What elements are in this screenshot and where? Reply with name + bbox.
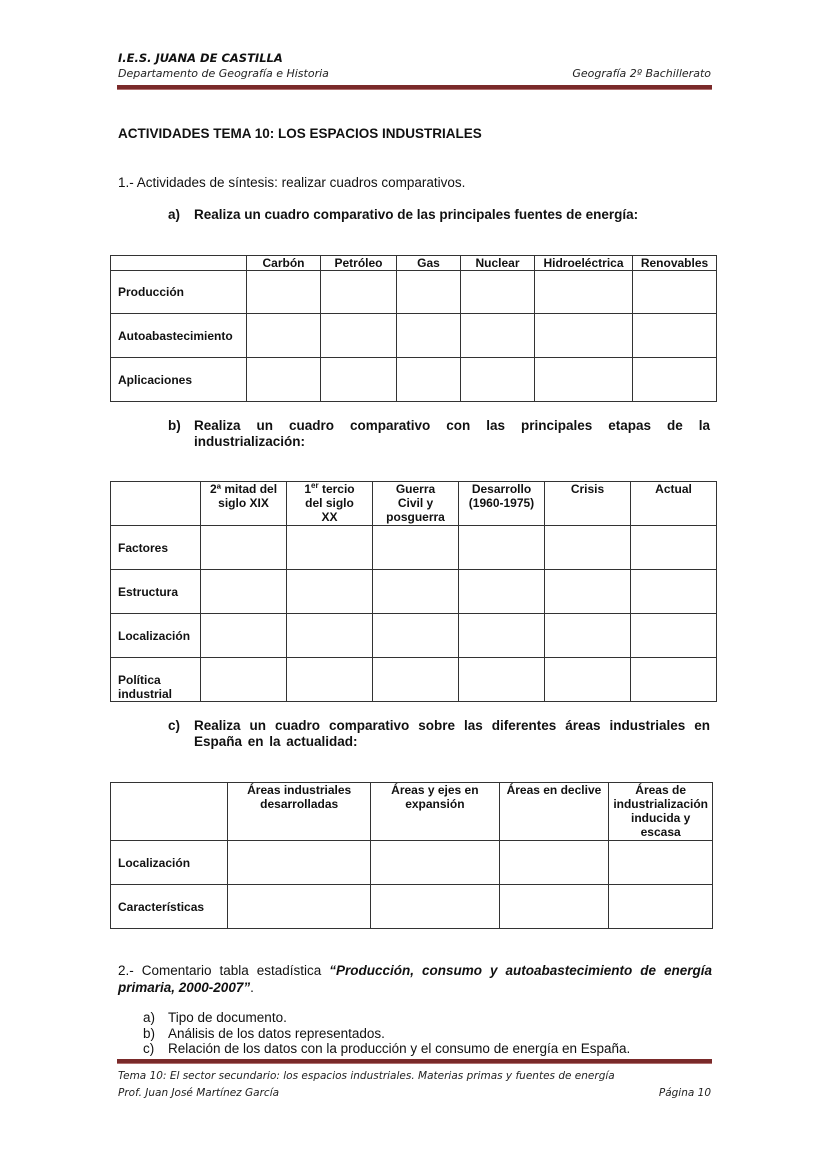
table-cell[interactable] bbox=[631, 526, 717, 570]
table-row bbox=[111, 658, 717, 702]
energy-sources-table bbox=[110, 255, 717, 402]
table-b-col-siglo-xx: 1er tercio del siglo XX bbox=[287, 482, 373, 526]
table-cell[interactable] bbox=[499, 885, 609, 929]
section2-list bbox=[143, 1010, 630, 1057]
table-c-row-caracteristicas: Características bbox=[111, 885, 228, 929]
table-cell[interactable] bbox=[228, 885, 371, 929]
table-cell[interactable] bbox=[397, 314, 461, 358]
table-c-col-declive: Áreas en declive bbox=[499, 783, 609, 841]
table-a-corner bbox=[111, 256, 247, 271]
table-cell[interactable] bbox=[201, 614, 287, 658]
table-cell[interactable] bbox=[535, 358, 633, 402]
table-a-row-aplicaciones: Aplicaciones bbox=[111, 358, 247, 402]
table-a-col-nuclear: Nuclear bbox=[461, 256, 535, 271]
table-row bbox=[111, 314, 717, 358]
table-cell[interactable] bbox=[633, 271, 717, 314]
table-cell[interactable] bbox=[201, 526, 287, 570]
item-a-marker: a) bbox=[168, 207, 181, 222]
table-cell[interactable] bbox=[499, 841, 609, 885]
page-number: Página 10 bbox=[658, 1087, 711, 1099]
item-b-text: Realiza un cuadro comparativo con las principales etapas de la industrialización: bbox=[194, 418, 710, 449]
table-cell[interactable] bbox=[373, 526, 459, 570]
table-cell[interactable] bbox=[397, 271, 461, 314]
subject-name: Geografía 2º Bachillerato bbox=[572, 67, 711, 80]
table-b-col-actual: Actual bbox=[631, 482, 717, 526]
table-cell[interactable] bbox=[371, 885, 499, 929]
table-cell[interactable] bbox=[321, 271, 397, 314]
industrial-areas-table bbox=[110, 782, 713, 929]
school-name: I.E.S. JUANA DE CASTILLA bbox=[118, 51, 283, 65]
table-cell[interactable] bbox=[535, 314, 633, 358]
table-row bbox=[111, 885, 713, 929]
table-cell[interactable] bbox=[459, 658, 545, 702]
table-a-col-petroleo: Petróleo bbox=[321, 256, 397, 271]
table-c-col-expansion: Áreas y ejes en expansión bbox=[371, 783, 499, 841]
table-a-row-produccion: Producción bbox=[111, 271, 247, 314]
item-a-text: Realiza un cuadro comparativo de las principales fuentes de energía: bbox=[194, 207, 639, 222]
table-cell[interactable] bbox=[287, 570, 373, 614]
table-c-corner bbox=[111, 783, 228, 841]
table-row bbox=[111, 570, 717, 614]
table-a-col-gas: Gas bbox=[397, 256, 461, 271]
table-cell[interactable] bbox=[545, 614, 631, 658]
table-cell[interactable] bbox=[287, 658, 373, 702]
table-cell[interactable] bbox=[609, 885, 713, 929]
list-item: c) Relación de los datos con la producción y el consumo de energía en España. bbox=[143, 1041, 631, 1056]
table-cell[interactable] bbox=[461, 271, 535, 314]
list-item: a) Tipo de documento. bbox=[143, 1010, 287, 1025]
table-cell[interactable] bbox=[459, 526, 545, 570]
table-cell[interactable] bbox=[287, 614, 373, 658]
table-c-row-localizacion: Localización bbox=[111, 841, 228, 885]
header-rule bbox=[117, 85, 712, 90]
table-b-row-factores: Factores bbox=[111, 526, 201, 570]
list-item: b) Análisis de los datos representados. bbox=[143, 1025, 385, 1041]
table-row bbox=[111, 526, 717, 570]
table-cell[interactable] bbox=[373, 614, 459, 658]
section2-heading: 2.- Comentario tabla estadística “Producción, consumo y autoabastecimiento de energía primaria, 2000-2007”. bbox=[118, 963, 712, 995]
item-a-heading bbox=[168, 207, 712, 225]
table-cell[interactable] bbox=[459, 614, 545, 658]
table-cell[interactable] bbox=[228, 841, 371, 885]
item-c-text: Realiza un cuadro comparativo sobre las diferentes áreas industriales en España en la actualidad: bbox=[194, 718, 710, 749]
table-cell[interactable] bbox=[287, 526, 373, 570]
table-cell[interactable] bbox=[397, 358, 461, 402]
table-b-row-estructura: Estructura bbox=[111, 570, 201, 614]
table-cell[interactable] bbox=[545, 570, 631, 614]
table-cell[interactable] bbox=[247, 271, 321, 314]
section1-heading: 1.- Actividades de síntesis: realizar cuadros comparativos. bbox=[118, 175, 466, 190]
table-cell[interactable] bbox=[545, 526, 631, 570]
table-cell[interactable] bbox=[631, 614, 717, 658]
table-b-col-crisis: Crisis bbox=[545, 482, 631, 526]
table-row bbox=[111, 271, 717, 314]
table-b-corner bbox=[111, 482, 201, 526]
table-cell[interactable] bbox=[247, 358, 321, 402]
table-a-col-renovables: Renovables bbox=[633, 256, 717, 271]
item-b-marker: b) bbox=[168, 418, 181, 433]
footer-author: Prof. Juan José Martínez García bbox=[118, 1087, 280, 1099]
table-cell[interactable] bbox=[535, 271, 633, 314]
table-row bbox=[111, 614, 717, 658]
table-cell[interactable] bbox=[371, 841, 499, 885]
table-b-row-localizacion: Localización bbox=[111, 614, 201, 658]
table-cell[interactable] bbox=[633, 358, 717, 402]
table-cell[interactable] bbox=[461, 314, 535, 358]
table-row bbox=[111, 358, 717, 402]
department-name: Departamento de Geografía e Historia bbox=[118, 67, 329, 80]
table-cell[interactable] bbox=[631, 658, 717, 702]
item-b-heading bbox=[168, 418, 712, 452]
table-a-col-carbon: Carbón bbox=[247, 256, 321, 271]
table-cell[interactable] bbox=[459, 570, 545, 614]
table-cell[interactable] bbox=[321, 358, 397, 402]
table-cell[interactable] bbox=[247, 314, 321, 358]
table-row bbox=[111, 841, 713, 885]
item-c-marker: c) bbox=[168, 718, 181, 733]
table-cell[interactable] bbox=[545, 658, 631, 702]
table-cell[interactable] bbox=[373, 570, 459, 614]
industrialization-stages-table bbox=[110, 481, 717, 702]
table-a-col-hidroelectrica: Hidroeléctrica bbox=[535, 256, 633, 271]
footer-rule bbox=[117, 1059, 712, 1064]
table-cell[interactable] bbox=[201, 658, 287, 702]
table-c-col-inducida: Áreas de industrialización inducida y escasa bbox=[609, 783, 713, 841]
table-cell[interactable] bbox=[373, 658, 459, 702]
table-b-row-politica-industrial: Política industrial bbox=[111, 658, 201, 702]
item-c-heading bbox=[168, 718, 712, 752]
table-cell[interactable] bbox=[633, 314, 717, 358]
table-b-col-guerra-civil: Guerra Civil y posguerra bbox=[373, 482, 459, 526]
document-title: ACTIVIDADES TEMA 10: LOS ESPACIOS INDUSTRIALES bbox=[118, 126, 482, 141]
table-b-col-siglo-xix: 2ª mitad del siglo XIX bbox=[201, 482, 287, 526]
table-cell[interactable] bbox=[201, 570, 287, 614]
table-cell[interactable] bbox=[631, 570, 717, 614]
table-cell[interactable] bbox=[609, 841, 713, 885]
table-cell[interactable] bbox=[321, 314, 397, 358]
table-b-col-desarrollo: Desarrollo (1960-1975) bbox=[459, 482, 545, 526]
footer-topic: Tema 10: El sector secundario: los espacios industriales. Materias primas y fuentes de energía bbox=[118, 1070, 615, 1082]
table-cell[interactable] bbox=[461, 358, 535, 402]
table-a-row-autoabastecimiento: Autoabastecimiento bbox=[111, 314, 247, 358]
section2-quoted-title: “Producción, consumo y autoabastecimiento de energía primaria, 2000-2007” bbox=[118, 963, 712, 995]
table-c-col-desarrolladas: Áreas industriales desarrolladas bbox=[228, 783, 371, 841]
